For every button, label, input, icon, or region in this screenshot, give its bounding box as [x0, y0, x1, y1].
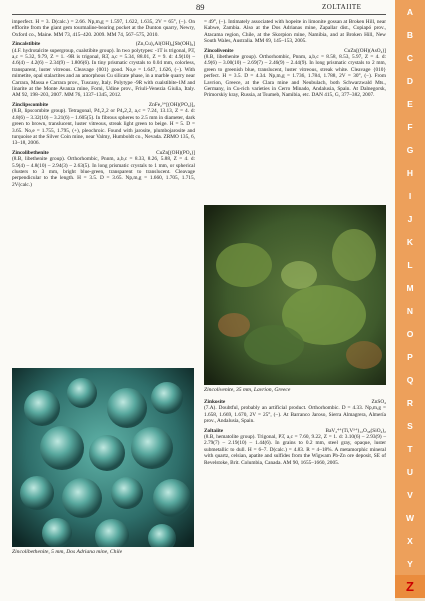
mineral-name: Zinclipscombite [12, 101, 49, 108]
entry-body: (7.A). Doubtful, probably an artificial product. Orthorhombic. D = 4.33. Np,m,g = 1.658, 1.669, 1.670, 2V = 25°, (−). At Barranco Jaroso, Sierra Almagrera, Almería prov., Andalusia, Spain. [204, 405, 386, 425]
index-tab-t[interactable]: T [395, 437, 425, 460]
index-tab-l[interactable]: L [395, 253, 425, 276]
index-tab-q[interactable]: Q [395, 368, 425, 391]
mineral-name: Zoltaiite [204, 427, 224, 434]
index-tab-x[interactable]: X [395, 529, 425, 552]
section-title: ZOLTAIITE [322, 3, 362, 11]
index-tab-h[interactable]: H [395, 161, 425, 184]
index-tab-v[interactable]: V [395, 483, 425, 506]
mineral-formula: CuZn[(OH)(PO₄)] [156, 149, 195, 156]
index-tab-e[interactable]: E [395, 92, 425, 115]
index-tab-d[interactable]: D [395, 69, 425, 92]
index-tab-z[interactable]: Z [395, 575, 425, 598]
left-photo-caption: Zincolibethenite, 5 mm, Dos Adriana mine, Chile [12, 549, 123, 555]
mineral-name: Zincolivenite [204, 47, 234, 54]
mineral-name: Zinkosite [204, 399, 226, 405]
alphabet-index [395, 0, 425, 601]
right-column-bottom [204, 399, 386, 469]
entry-body: (8.B, lipscombite group). Tetragonal, P4₁2₁2 or P4₃2₁2, a,c = 7.24, 13.13, Z = 4. d: 4.8(6) – 3.32(10) – 3.21(6) – 1.605(5). In fibrous spheres to 2.5 mm in diameter, dark green to brown, translucent, luster vitreous, streak light green to beige. H = 5. D = 3.65. No,e = 1.755, 1.795, (+), pleochroic. Found with jarosite, plumbojarosite and turquoise at the Silver Coin mine, near Valmy, Humboldt co., Nevada. ZRMO 135, 6, 13–18, 2006. [12, 108, 195, 147]
entry-zinclipscombite [12, 102, 195, 147]
mineral-name: Zincolibethenite [12, 149, 49, 156]
index-tab-f[interactable]: F [395, 115, 425, 138]
index-tab-p[interactable]: P [395, 345, 425, 368]
right-photo-caption: Zincolivenite, 35 mm, Lavrion, Greece [204, 387, 291, 393]
index-tab-m[interactable]: M [395, 276, 425, 299]
mineral-formula: BaV₂⁴⁺(Ti,V³⁺)₁₂O₃₈(SiO₄)₂ [325, 427, 386, 434]
mineral-photo-image [12, 368, 194, 547]
mineral-formula: (Zn,Cu)₂Al(OH)₆[Sb(OH)₆] [135, 41, 195, 48]
entry-body: (4.F. hydrotalcite supergroup, cualstibite group). In two polytypes: -1T is trigonal, P3̄, a,c = 5.32, 9.79, Z = 1. -9R is trigonal, R3̄, a,c = 5.34, 88.01, Z = 9. d: 4.9(10) – 4.6(4) – 4.2(6) – 2.34(9) – 1.806(6). In tiny prismatic crystals to 0.04 mm, colorless, transparent, luster vitreous. Cleavage {001} good. No,e = 1.647, 1.626, (−). With mimetite, opal stalactites and an amorphous Cu silicate phase, in a marble quarry near Carrara, Massa e Carrara prov., Tuscany, Italy. Polytype -9R with cualstibite-1M and linarite at the Monte Avanza mine, Forni, Udine prov., Friuli-Venezia Giulia, Italy. AM 92, 198–203, 2007. MM 76, 1337–1345, 2012. [12, 47, 195, 99]
index-tab-k[interactable]: K [395, 230, 425, 253]
mineral-photo-image [204, 205, 386, 385]
index-tab-i[interactable]: I [395, 184, 425, 207]
entry-continuation: imperfect. H = 3. D(calc.) = 2.66. Np,m,g = 1.597, 1.622, 1.635, 2V = 65°, (−). On efflorite from the giant gem tourmaline-bearing pocket at the Dunton quarry, Newry, Oxford co., Maine. MM 73, 415–420. 2009. MM 74, 567–575, 2010. [12, 19, 195, 38]
entry-body: (8.B, hematolite group). Trigonal, P3̄, a,c = 7.60, 9.22, Z = 1. d: 3.10(6) – 2.93(9) – 2.79(7) – 2.19(10) – 1.44(6). In grains to 0.2 mm, steel gray, opaque, luster submetallic to dull. H = 6–7. D(calc.) = 4.83. R = 4–18%. A metamorphic mineral with quartz, celsian, apatite and sulfides from the Wigwam Pb-Zn ore deposit, SE of Revelstoke, Brit. Columbia, Canada. AM 90, 1655–1660, 2005. [204, 434, 386, 466]
index-tab-y[interactable]: Y [395, 552, 425, 575]
page-number: 89 [196, 2, 205, 12]
index-tab-w[interactable]: W [395, 506, 425, 529]
mineral-formula: ZnSO₄ [371, 399, 386, 405]
index-tab-a[interactable]: A [395, 0, 425, 23]
index-tab-j[interactable]: J [395, 207, 425, 230]
entry-zoltaiite [204, 428, 386, 466]
right-column-top [204, 19, 386, 102]
left-column [12, 19, 195, 191]
mineral-name: Zincalstibite [12, 41, 41, 48]
entry-zinkosite [204, 399, 386, 425]
zincolibethenite-photo [12, 368, 194, 547]
entry-zincolivenite [204, 48, 386, 99]
index-tab-o[interactable]: O [395, 322, 425, 345]
entry-body: (8.B, libethenite group). Orthorhombic, Pnnm, a,b,c = 8.58, 8.53, 5.97, Z = 4. d: 4.9(6) – 3.00(10) – 2.69(7) – 2.46(9) – 2.44(9). In long prismatic crystals to 2 mm, green to greenish blue, translucent, luster vitreous, streak white. Cleavage {010} perfect. H = 3.5. D = 4.34. Np,m,g = 1.736, 1.784, 1.788, 2V = 30°, (−). From Lavrion, Greece, at the Clara mine and Neubulach, both Schwarzwald Mts., Germany, in Cu-rich varieties in Cerro Minado, Andalusia, Spain. At Dalnegorsk, Primorskiy kray, Russia, at Tsumeb, Namibia, etc. DAN 415, G, 377–382, 2007. [204, 54, 386, 99]
zincolivenite-photo [204, 205, 386, 385]
index-tab-s[interactable]: S [395, 414, 425, 437]
header-rule [12, 14, 386, 15]
index-tab-b[interactable]: B [395, 23, 425, 46]
index-tab-n[interactable]: N [395, 299, 425, 322]
entry-body: (8.B, libethenite group). Orthorhombic, Pnnm, a,b,c = 8.33, 8.26, 5.88, Z = 4. d: 5.9(4) – 4.8(10) – 2.94(3) – 2.63(5). In long prismatic crystals to 1 mm, or spherical clusters to 3 mm, bright blue-green, transparent to translucent. Cleavage perpendicular to the length. H = 3.5. D = 3.65. Np,m,g = 1.660, 1.705, 1.715, 2V(calc.) [12, 156, 195, 188]
entry-zincolibethenite [12, 150, 195, 188]
mineral-formula: CuZn[(OH)(AsO₄)] [344, 47, 386, 54]
entry-zincalstibite [12, 41, 195, 99]
index-tab-c[interactable]: C [395, 46, 425, 69]
mineral-formula: ZnFe₂³⁺[(OH)(PO₄)]₂ [148, 101, 195, 108]
index-tab-u[interactable]: U [395, 460, 425, 483]
entry-continuation: = 49°, (−). Intimately associated with hopeite in limonite gossan at Broken Hill, near Kabwe, Zambia. Also at the Dos Adrianas mine, Zapallar dist., Copiapó prov., Atacama region, Chile, at the Skorpion mine, Namibia, and at Broken Hill, New South Wales, Australia. MM 69, 145–153, 2005. [204, 19, 386, 45]
index-tab-r[interactable]: R [395, 391, 425, 414]
index-tab-g[interactable]: G [395, 138, 425, 161]
